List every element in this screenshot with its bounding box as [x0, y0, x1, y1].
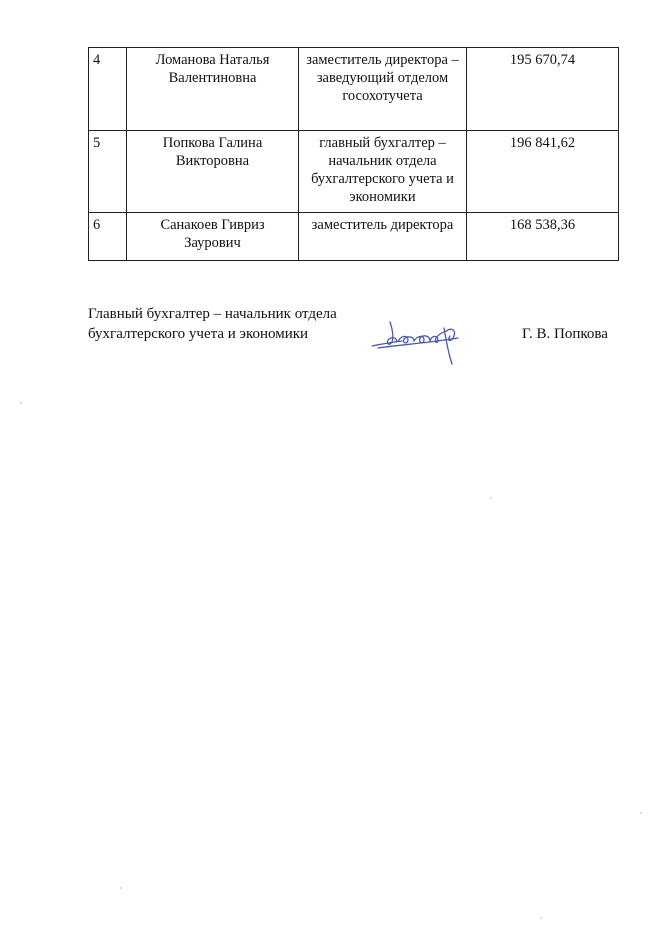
table-row: [89, 48, 619, 131]
scan-speck: [490, 497, 492, 499]
employee-name: Попкова Галина Викторовна: [127, 131, 299, 213]
row-number: 5: [89, 131, 127, 213]
employee-position: заместитель директора: [299, 213, 467, 261]
scan-speck: [540, 917, 542, 919]
employee-salary: 196 841,62: [467, 131, 619, 213]
scan-speck: [120, 887, 122, 889]
employee-name: Ломанова Наталья Валентиновна: [127, 48, 299, 131]
signatory-name: Г. В. Попкова: [522, 326, 608, 342]
employee-name: Санакоев Гивриз Заурович: [127, 213, 299, 261]
table-row: [89, 131, 619, 213]
signatory-title: [88, 304, 337, 344]
employee-position: главный бухгалтер – начальник отдела бухгалтерского учета и экономики: [299, 131, 467, 213]
row-number: 6: [89, 213, 127, 261]
scan-speck: [640, 812, 642, 814]
row-number: 4: [89, 48, 127, 131]
employee-position: заместитель директора – заведующий отделом госохотучета: [299, 48, 467, 131]
scan-speck: [20, 402, 22, 404]
salary-table: [88, 47, 619, 261]
handwritten-signature: [368, 308, 468, 368]
signatory-title-line-1: Главный бухгалтер – начальник отдела: [88, 306, 337, 322]
signatory-title-line-2: бухгалтерского учета и экономики: [88, 326, 309, 342]
employee-salary: 168 538,36: [467, 213, 619, 261]
employee-salary: 195 670,74: [467, 48, 619, 131]
table-row: [89, 213, 619, 261]
